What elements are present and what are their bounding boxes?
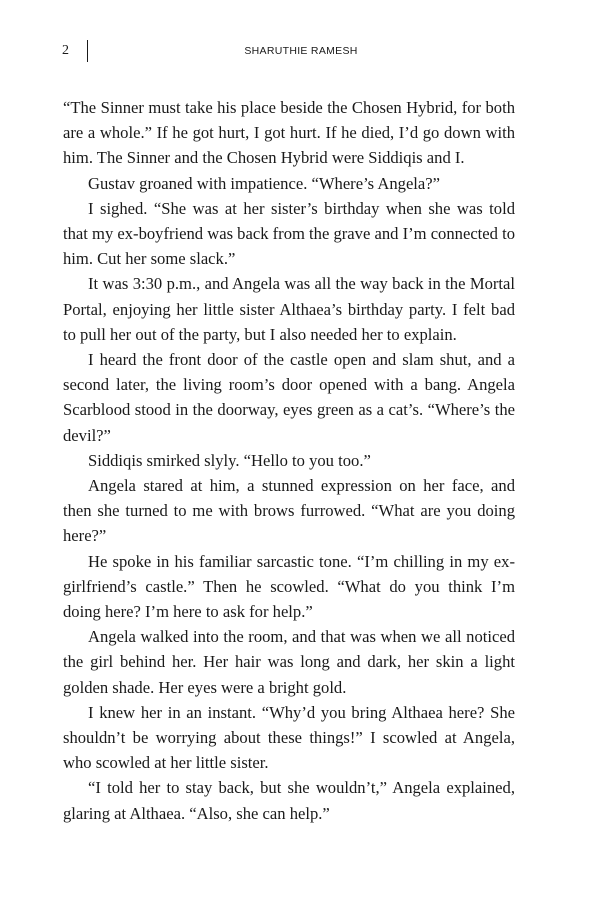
page-header (0, 40, 602, 64)
page-number: 2 (62, 43, 69, 58)
paragraph: Gustav groaned with impatience. “Where’s Angela?” (88, 173, 441, 193)
paragraph: It was 3:30 p.m., and Angela was all the way back in the Mortal Portal, enjoying her little sister Althaea’s birthday party. I felt bad to pull her out of the party, but I also needed her to explain. (63, 274, 515, 344)
paragraph: “The Sinner must take his place beside the Chosen Hybrid, for both are a whole.” If he got hurt, I got hurt. If he died, I’d go down with him. The Sinner and the Chosen Hybrid were Siddiqis and I. (63, 98, 515, 168)
paragraph: I sighed. “She was at her sister’s birthday when she was told that my ex-boyfriend was back from the grave and I’m connected to him. Cut her some slack.” (63, 198, 516, 269)
paragraph: “I told her to stay back, but she wouldn’t,” Angela explained, glaring at Althaea. “Also, she can help.” (63, 778, 515, 823)
body-text (63, 95, 515, 826)
paragraph: I heard the front door of the castle open and slam shut, and a second later, the living room’s door opened with a bang. Angela Scarblood stood in the doorway, eyes green as a cat’s. “Where’s the devil?” (63, 350, 515, 445)
paragraph: Angela stared at him, a stunned expression on her face, and then she turned to me with brows furrowed. “What are you doing here?” (63, 476, 515, 546)
paragraph: I knew her in an instant. “Why’d you bring Althaea here? She shouldn’t be worrying about these things!” I scowled at Angela, who scowled at her little sister. (63, 702, 515, 773)
paragraph: Siddiqis smirked slyly. “Hello to you too.” (88, 450, 371, 470)
paragraph: Angela walked into the room, and that was when we all noticed the girl behind her. Her hair was long and dark, her skin a light golden shade. Her eyes were a bright gold. (63, 627, 515, 697)
running-head-author: SHARUTHIE RAMESH (244, 45, 358, 57)
paragraph: He spoke in his familiar sarcastic tone. “I’m chilling in my ex-girlfriend’s castle.” Then he scowled. “What do you think I’m doing here? I’m here to ask for help.” (63, 551, 515, 622)
